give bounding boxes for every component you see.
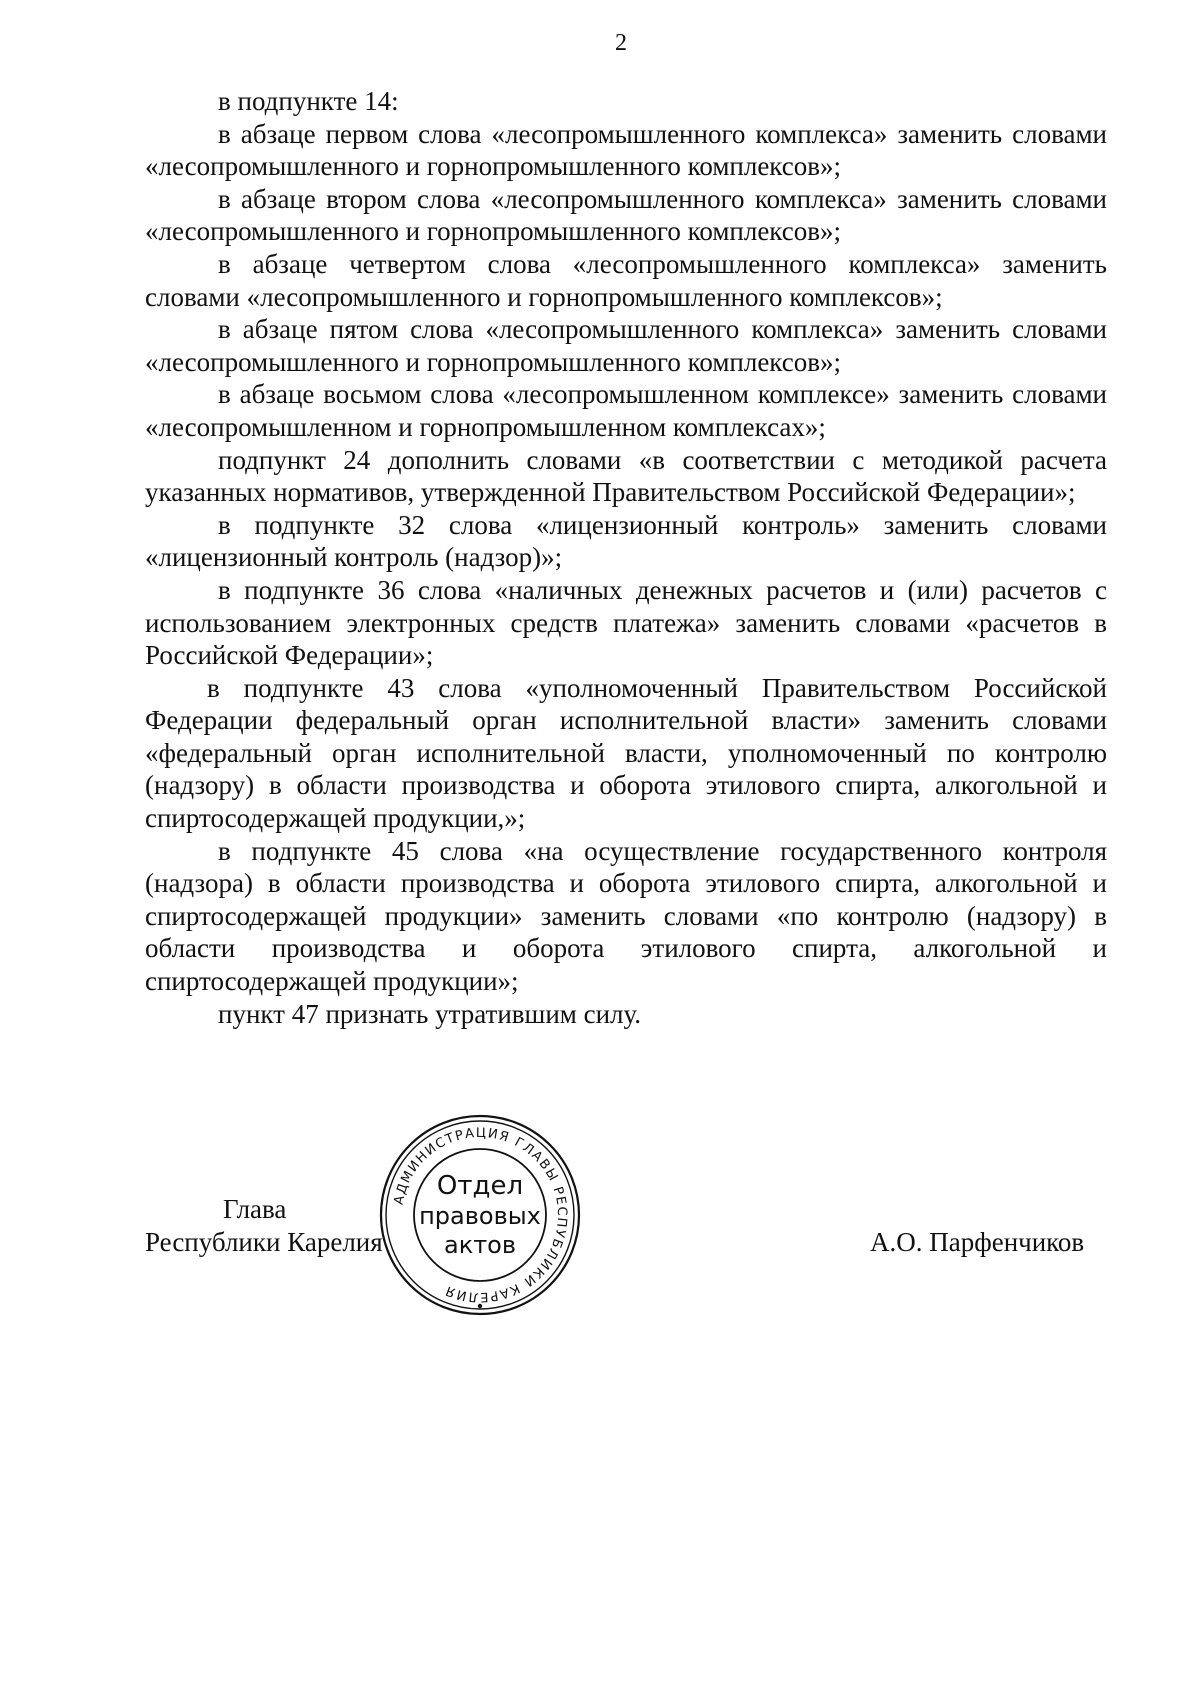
paragraph-9: в подпункте 36 слова «наличных денежных расчетов и (или) расчетов с использованием электронных средств платежа» заменить словами «расчетов в Российской Федерации»; (145, 574, 1107, 671)
signatory-title-line1: Глава (223, 1194, 287, 1224)
signatory-name: А.О. Парфенчиков (870, 1227, 1085, 1257)
document-body (145, 85, 1107, 1030)
official-stamp (378, 1112, 582, 1318)
paragraph-1: в подпункте 14: (218, 86, 399, 116)
stamp-dot (478, 1304, 482, 1308)
paragraph-12: пункт 47 признать утратившим силу. (218, 998, 642, 1029)
paragraph-5: в абзаце пятом слова «лесопромышленного комплекса» заменить словами «лесопромышленного и горнопромышленного комплексов»; (145, 314, 1107, 377)
paragraph-3: в абзаце втором слова «лесопромышленного комплекса» заменить словами «лесопромышленного и горнопромышленного комплексов»; (145, 183, 1107, 247)
paragraph-11: в подпункте 45 слова «на осуществление государственного контроля (надзора) в области производства и оборота этилового спирта, алкогольной и спиртосодержащей продукции» заменить словами «по контролю (надзору) в области производства и оборота этилового спирта, алкогольной и спиртосодержащей продукции»; (145, 835, 1107, 997)
paragraph-2: в абзаце первом слова «лесопромышленного комплекса» заменить словами «лесопромышленного и горнопромышленного комплексов»; (145, 118, 1107, 182)
paragraph-10: в подпункте 43 слова «уполномоченный Правительством Российской Федерации федеральный орган исполнительной власти» заменить словами «федеральный орган исполнительной власти, уполномоченный по контролю (надзору) в области производства и оборота этилового спирта, алкогольной и спиртосодержащей продукции,»; (145, 672, 1107, 834)
signatory-title (145, 1193, 383, 1259)
stamp-center-line2: правовых (419, 1202, 541, 1230)
stamp-graphic (378, 1112, 582, 1318)
stamp-ring-textpath: АДМИНИСТРАЦИЯ ГЛАВЫ РЕСПУБЛИКИ КАРЕЛИЯ (391, 1125, 570, 1305)
paragraph-8: в подпункте 32 слова «лицензионный контроль» заменить словами «лицензионный контроль (надзор)»; (145, 509, 1107, 573)
paragraph-7: подпункт 24 дополнить словами «в соответствии с методикой расчета указанных нормативов, утвержденной Правительством Российской Федерации»; (145, 444, 1107, 508)
stamp-center-line3: актов (443, 1231, 517, 1259)
paragraph-6: в абзаце восьмом слова «лесопромышленном комплексе» заменить словами «лесопромышленном и горнопромышленном комплексах»; (145, 379, 1107, 442)
paragraph-4: в абзаце четвертом слова «лесопромышленного комплекса» заменить словами «лесопромышленного и горнопромышленного комплексов»; (145, 248, 1107, 312)
stamp-center-line1: Отдел (436, 1171, 524, 1201)
page-number: 2 (615, 30, 627, 56)
signatory-title-line2: Республики Карелия (145, 1227, 383, 1257)
